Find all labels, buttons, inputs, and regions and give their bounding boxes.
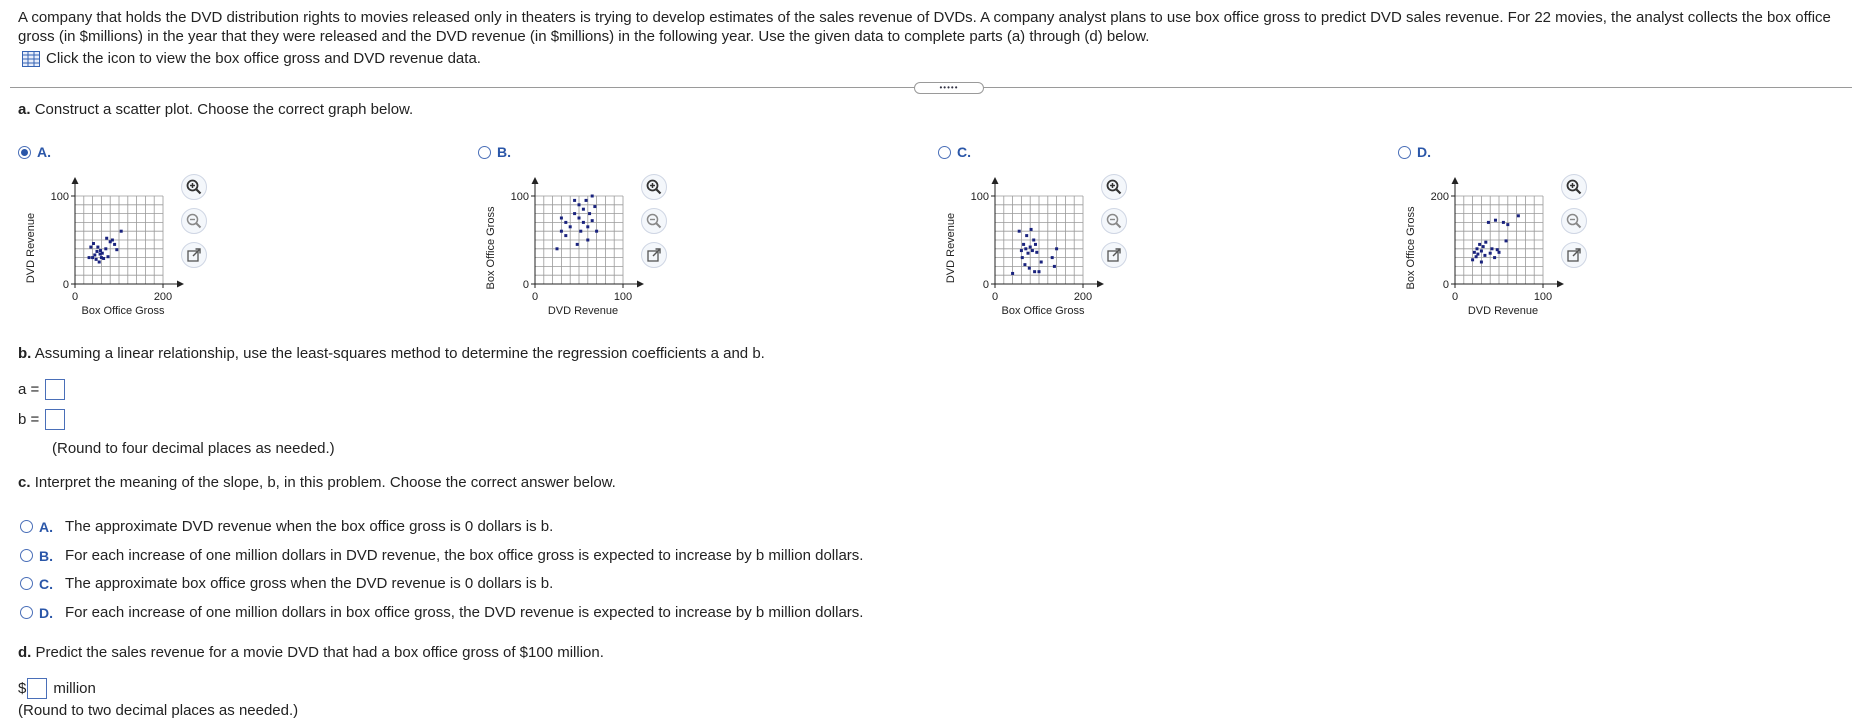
data-point bbox=[98, 261, 101, 264]
problem-intro: A company that holds the DVD distribution rights to movies released only in theaters is trying to develop estimates of the sales revenue of DVDs. A company analyst plans to use box office gross to predict DVD sales revenue. For 22 movies, the analyst collects the box office gross (in $millions) in the year that they were released and the DVD revenue (in $millions) in the following year. Use the given data to complete parts (a) through (d) below. bbox=[18, 9, 1831, 45]
dollar-sign: $ bbox=[18, 680, 27, 697]
x-tick-label: 100 bbox=[613, 291, 633, 303]
data-point bbox=[560, 217, 563, 220]
data-point bbox=[120, 230, 123, 233]
x-tick-label: 200 bbox=[1073, 291, 1093, 303]
data-point bbox=[107, 255, 110, 258]
radio-button[interactable] bbox=[1398, 146, 1411, 159]
zoom-in-button[interactable] bbox=[1101, 174, 1127, 200]
choice-letter: A. bbox=[39, 518, 53, 535]
prediction-input[interactable] bbox=[27, 678, 47, 699]
popout-icon bbox=[646, 247, 662, 263]
graph-option-a[interactable] bbox=[18, 144, 438, 324]
scatter-plot bbox=[1398, 168, 1573, 318]
graph-option-header[interactable] bbox=[18, 144, 51, 160]
graph-tools bbox=[1561, 174, 1587, 268]
coefficient-a-input[interactable] bbox=[45, 379, 65, 400]
data-point bbox=[1494, 219, 1497, 222]
choice-letter: D. bbox=[39, 604, 53, 621]
scatter-plot bbox=[18, 168, 193, 318]
data-point bbox=[582, 208, 585, 211]
data-point bbox=[582, 221, 585, 224]
part-c-choice-a[interactable] bbox=[20, 518, 553, 535]
data-point bbox=[1053, 265, 1056, 268]
data-point bbox=[115, 248, 118, 251]
data-point bbox=[556, 247, 559, 250]
radio-button[interactable] bbox=[20, 520, 33, 533]
data-point bbox=[1475, 255, 1478, 258]
graph-tools bbox=[641, 174, 667, 268]
popout-button[interactable] bbox=[641, 242, 667, 268]
data-point bbox=[1028, 267, 1031, 270]
data-point bbox=[1478, 243, 1481, 246]
data-point bbox=[1483, 254, 1486, 257]
data-point bbox=[569, 225, 572, 228]
option-letter: C. bbox=[957, 144, 971, 160]
data-point bbox=[1018, 230, 1021, 233]
coefficient-b-label: b = bbox=[18, 411, 40, 428]
data-point bbox=[1034, 243, 1037, 246]
scatter-plot bbox=[938, 168, 1113, 318]
y-axis-arrow bbox=[532, 177, 539, 184]
part-b-label: b. bbox=[18, 345, 32, 362]
data-point bbox=[560, 230, 563, 233]
data-point bbox=[96, 250, 99, 253]
x-axis-label: Box Office Gross bbox=[1001, 305, 1085, 317]
data-point bbox=[573, 199, 576, 202]
coefficient-b-row bbox=[18, 409, 65, 430]
data-point bbox=[111, 239, 114, 242]
part-c-choice-d[interactable] bbox=[20, 604, 863, 621]
x-origin-label: 0 bbox=[71, 291, 79, 303]
zoom-out-icon bbox=[186, 213, 202, 229]
data-point bbox=[1055, 247, 1058, 250]
part-b-prompt: Assuming a linear relationship, use the least-squares method to determine the regression coefficients a and b. bbox=[34, 345, 765, 362]
radio-button[interactable] bbox=[18, 146, 31, 159]
data-point bbox=[1031, 249, 1034, 252]
x-origin-label: 0 bbox=[531, 291, 539, 303]
x-axis-label: Box Office Gross bbox=[81, 305, 165, 317]
part-d-question bbox=[18, 644, 604, 661]
data-point bbox=[579, 230, 582, 233]
data-point bbox=[591, 219, 594, 222]
y-origin-label: 0 bbox=[982, 279, 989, 291]
y-axis-label: DVD Revenue bbox=[945, 212, 957, 284]
choice-text: For each increase of one million dollars in DVD revenue, the box office gross is expected to increase by b million dollars. bbox=[65, 547, 864, 564]
part-c-question bbox=[18, 474, 616, 491]
zoom-in-icon bbox=[186, 179, 202, 195]
option-letter: D. bbox=[1417, 144, 1431, 160]
data-point bbox=[1484, 241, 1487, 244]
data-point bbox=[1040, 261, 1043, 264]
zoom-out-button[interactable] bbox=[1101, 208, 1127, 234]
graph-option-d[interactable] bbox=[1398, 144, 1818, 324]
y-origin-label: 0 bbox=[62, 279, 69, 291]
x-axis-arrow bbox=[1557, 281, 1564, 288]
data-point bbox=[1022, 243, 1025, 246]
data-point bbox=[1471, 258, 1474, 261]
radio-button[interactable] bbox=[20, 549, 33, 562]
choice-letter: B. bbox=[39, 547, 53, 564]
radio-button[interactable] bbox=[938, 146, 951, 159]
graph-option-b[interactable] bbox=[478, 144, 898, 324]
coefficient-a-label: a = bbox=[18, 381, 40, 398]
popout-icon bbox=[1566, 247, 1582, 263]
data-point bbox=[1490, 247, 1493, 250]
zoom-in-icon bbox=[1106, 179, 1122, 195]
part-c-choice-c[interactable] bbox=[20, 575, 553, 592]
data-point bbox=[88, 256, 91, 259]
x-tick-label: 200 bbox=[153, 291, 173, 303]
graph-option-header[interactable] bbox=[1398, 144, 1431, 160]
data-point bbox=[92, 242, 95, 245]
data-point bbox=[585, 199, 588, 202]
data-point bbox=[578, 203, 581, 206]
data-point bbox=[1505, 239, 1508, 242]
y-tick-label: 100 bbox=[50, 191, 69, 203]
data-point bbox=[113, 243, 116, 246]
data-link[interactable] bbox=[22, 50, 481, 67]
coefficient-a-row bbox=[18, 379, 65, 400]
option-letter: B. bbox=[497, 144, 511, 160]
data-point bbox=[1493, 256, 1496, 259]
popout-button[interactable] bbox=[181, 242, 207, 268]
data-point bbox=[96, 246, 99, 249]
zoom-out-button[interactable] bbox=[641, 208, 667, 234]
zoom-in-button[interactable] bbox=[181, 174, 207, 200]
data-point bbox=[1038, 270, 1041, 273]
data-point bbox=[1506, 223, 1509, 226]
zoom-out-icon bbox=[1106, 213, 1122, 229]
data-point bbox=[564, 234, 567, 237]
part-a-question bbox=[18, 101, 413, 118]
data-point bbox=[1517, 214, 1520, 217]
data-point bbox=[1476, 247, 1479, 250]
y-axis-arrow bbox=[992, 177, 999, 184]
data-point bbox=[1502, 221, 1505, 224]
popout-button[interactable] bbox=[1101, 242, 1127, 268]
data-point bbox=[593, 205, 596, 208]
data-point bbox=[1051, 256, 1054, 259]
zoom-out-icon bbox=[646, 213, 662, 229]
x-axis-arrow bbox=[177, 281, 184, 288]
data-point bbox=[564, 221, 567, 224]
y-axis-label: Box Office Gross bbox=[1405, 206, 1417, 290]
radio-button[interactable] bbox=[20, 606, 33, 619]
choice-letter: C. bbox=[39, 575, 53, 592]
radio-button[interactable] bbox=[20, 577, 33, 590]
million-unit: million bbox=[53, 680, 96, 697]
y-axis-arrow bbox=[72, 177, 79, 184]
data-point bbox=[578, 217, 581, 220]
part-a-label: a. bbox=[18, 101, 31, 118]
data-point bbox=[1011, 272, 1014, 275]
data-point bbox=[99, 249, 102, 252]
data-point bbox=[89, 246, 92, 249]
data-point bbox=[573, 212, 576, 215]
data-point bbox=[1021, 256, 1024, 259]
graph-option-header[interactable] bbox=[938, 144, 971, 160]
x-axis-arrow bbox=[637, 281, 644, 288]
data-point bbox=[91, 256, 94, 259]
data-point bbox=[588, 212, 591, 215]
data-point bbox=[1025, 234, 1028, 237]
data-point bbox=[1033, 270, 1036, 273]
data-point bbox=[1480, 250, 1483, 253]
data-point bbox=[586, 239, 589, 242]
zoom-in-button[interactable] bbox=[1561, 174, 1587, 200]
data-point bbox=[1480, 261, 1483, 264]
zoom-out-button[interactable] bbox=[1561, 208, 1587, 234]
part-d-rounding-note: (Round to two decimal places as needed.) bbox=[18, 702, 299, 719]
zoom-in-icon bbox=[646, 179, 662, 195]
data-point bbox=[101, 252, 104, 255]
y-axis-label: Box Office Gross bbox=[485, 206, 497, 290]
data-point bbox=[93, 253, 96, 256]
part-c-prompt: Interpret the meaning of the slope, b, in this problem. Choose the correct answer below. bbox=[34, 474, 616, 491]
x-axis-arrow bbox=[1097, 281, 1104, 288]
data-point bbox=[1032, 239, 1035, 242]
data-point bbox=[1024, 247, 1027, 250]
data-point bbox=[1487, 221, 1490, 224]
x-origin-label: 0 bbox=[991, 291, 999, 303]
data-point bbox=[1035, 251, 1038, 254]
data-point bbox=[1489, 252, 1492, 255]
data-point bbox=[586, 225, 589, 228]
zoom-in-icon bbox=[1566, 179, 1582, 195]
data-point bbox=[1473, 251, 1476, 254]
data-point bbox=[105, 237, 108, 240]
scatter-plot bbox=[478, 168, 653, 318]
zoom-in-button[interactable] bbox=[641, 174, 667, 200]
data-point bbox=[1498, 251, 1501, 254]
x-axis-label: DVD Revenue bbox=[547, 305, 619, 317]
part-a-prompt: Construct a scatter plot. Choose the correct graph below. bbox=[34, 101, 414, 118]
zoom-out-icon bbox=[1566, 213, 1582, 229]
choice-text: The approximate box office gross when the DVD revenue is 0 dollars is b. bbox=[65, 575, 554, 592]
radio-button[interactable] bbox=[478, 146, 491, 159]
expand-divider-button[interactable]: ••••• bbox=[914, 82, 984, 94]
x-origin-label: 0 bbox=[1451, 291, 1459, 303]
coefficient-b-input[interactable] bbox=[45, 409, 65, 430]
data-point bbox=[576, 243, 579, 246]
data-point bbox=[1023, 263, 1026, 266]
y-axis-label: DVD Revenue bbox=[25, 212, 37, 284]
data-point bbox=[102, 257, 105, 260]
data-point bbox=[1482, 245, 1485, 248]
part-c-label: c. bbox=[18, 474, 31, 491]
y-origin-label: 0 bbox=[522, 279, 529, 291]
data-point bbox=[595, 230, 598, 233]
prediction-row bbox=[18, 678, 96, 699]
part-d-label: d. bbox=[18, 644, 32, 661]
x-axis-label: DVD Revenue bbox=[1467, 305, 1539, 317]
graph-option-header[interactable] bbox=[478, 144, 511, 160]
graph-tools bbox=[181, 174, 207, 268]
x-tick-label: 100 bbox=[1533, 291, 1553, 303]
popout-icon bbox=[1106, 247, 1122, 263]
table-grid-icon[interactable] bbox=[22, 51, 40, 67]
y-axis-arrow bbox=[1452, 177, 1459, 184]
y-tick-label: 200 bbox=[1430, 191, 1449, 203]
graph-option-c[interactable] bbox=[938, 144, 1358, 324]
popout-button[interactable] bbox=[1561, 242, 1587, 268]
data-point bbox=[1027, 252, 1030, 255]
choice-text: For each increase of one million dollars in box office gross, the DVD revenue is expected to increase by b million dollars. bbox=[65, 604, 864, 621]
data-point bbox=[1029, 246, 1032, 249]
data-point bbox=[1476, 253, 1479, 256]
y-tick-label: 100 bbox=[510, 191, 529, 203]
part-b-rounding-note: (Round to four decimal places as needed.) bbox=[52, 440, 335, 457]
data-point bbox=[95, 258, 98, 261]
graph-tools bbox=[1101, 174, 1127, 268]
data-point bbox=[1496, 248, 1499, 251]
data-point bbox=[1020, 249, 1023, 252]
part-b-question bbox=[18, 345, 765, 362]
y-origin-label: 0 bbox=[1442, 279, 1449, 291]
popout-icon bbox=[186, 247, 202, 263]
part-c-choice-b[interactable] bbox=[20, 547, 863, 564]
data-point bbox=[1030, 228, 1033, 231]
zoom-out-button[interactable] bbox=[181, 208, 207, 234]
data-point bbox=[591, 195, 594, 198]
option-letter: A. bbox=[37, 144, 51, 160]
data-point bbox=[104, 247, 107, 250]
part-d-prompt: Predict the sales revenue for a movie DVD that had a box office gross of $100 million. bbox=[35, 644, 604, 661]
y-tick-label: 100 bbox=[970, 191, 989, 203]
choice-text: The approximate DVD revenue when the box office gross is 0 dollars is b. bbox=[65, 518, 554, 535]
data-link-text[interactable]: Click the icon to view the box office gross and DVD revenue data. bbox=[46, 50, 481, 67]
